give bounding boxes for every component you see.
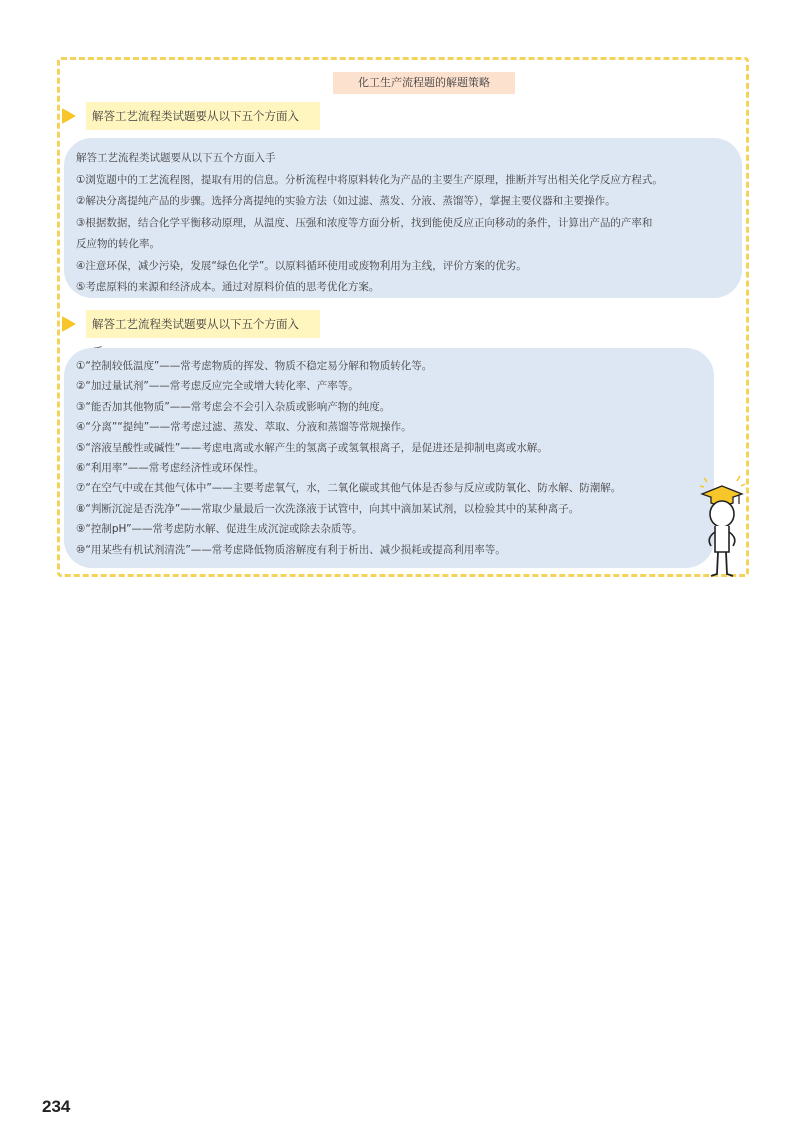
text-line: ③根据数据，结合化学平衡移动原理，从温度、压强和浓度等方面分析，找到能使反应正向移动的条件，计算出产品的产率和: [76, 216, 653, 229]
section-heading-1: [62, 102, 320, 130]
text-line: ⑤考虑原料的来源和经济成本。通过对原料价值的思考优化方案。: [76, 281, 380, 293]
page-number: 234: [42, 1097, 71, 1116]
text-line: ④“分离”“提纯”——常考虑过滤、蒸发、萃取、分液和蒸馏等常规操作。: [76, 421, 412, 434]
text-line: ③“能否加其他物质”——常考虑会不会引入杂质或影响产物的纯度。: [76, 400, 391, 413]
text-line: ⑦“在空气中或在其他气体中”——主要考虑氧气，水，二氧化碳或其他气体是否参与反应或防氧化、防水解、防潮解。: [76, 482, 622, 495]
text-line: ⑤“溶液呈酸性或碱性”——考虑电离或水解产生的氢离子或氢氧根离子，是促进还是抑制电离或水解。: [76, 441, 548, 454]
content-box-1: [64, 138, 742, 298]
text-line: 反应物的转化率。: [76, 238, 160, 250]
triangle-marker-icon: [62, 316, 76, 332]
text-line: ①“控制较低温度”——常考虑物质的挥发、物质不稳定易分解和物质转化等。: [76, 360, 433, 372]
page-title: 化工生产流程题的解题策略: [333, 72, 515, 94]
text-line: ①浏览题中的工艺流程图，提取有用的信息。分析流程中将原料转化为产品的主要生产原理，推断并写出相关化学反应方程式。: [76, 173, 663, 186]
text-line: ⑨“控制pH”——常考虑防水解、促进生成沉淀或除去杂质等。: [76, 523, 363, 536]
text-line: ②解决分离提纯产品的步骤。选择分离提纯的实验方法（如过滤、蒸发、分液、蒸馏等），掌握主要仪器和主要操作。: [76, 195, 616, 207]
section-title: 解答工艺流程类试题要从以下五个方面入: [86, 102, 320, 130]
text-line: ⑥“利用率”——常考虑经济性或环保性。: [76, 462, 265, 475]
text-line: ⑧“判断沉淀是否洗净”——常取少量最后一次洗涤液于试管中，向其中滴加某试剂，以检验其中的某种离子。: [76, 502, 580, 515]
section-heading-2: [62, 310, 320, 338]
graduate-mascot-icon: [694, 470, 750, 582]
triangle-marker-icon: [62, 108, 76, 124]
text-line: ④注意环保，减少污染，发展“绿色化学”。以原料循环使用或废物利用为主线，评价方案的优劣。: [76, 259, 527, 272]
text-line: 解答工艺流程类试题要从以下五个方面入手: [76, 152, 276, 164]
text-line: ⑩“用某些有机试剂清洗”——常考虑降低物质溶解度有利于析出、减少损耗或提高利用率等。: [76, 543, 506, 556]
content-box-2: [64, 348, 714, 568]
text-line: ②“加过量试剂”——常考虑反应完全或增大转化率、产率等。: [76, 380, 359, 393]
section-title: 解答工艺流程类试题要从以下五个方面入: [86, 310, 320, 338]
